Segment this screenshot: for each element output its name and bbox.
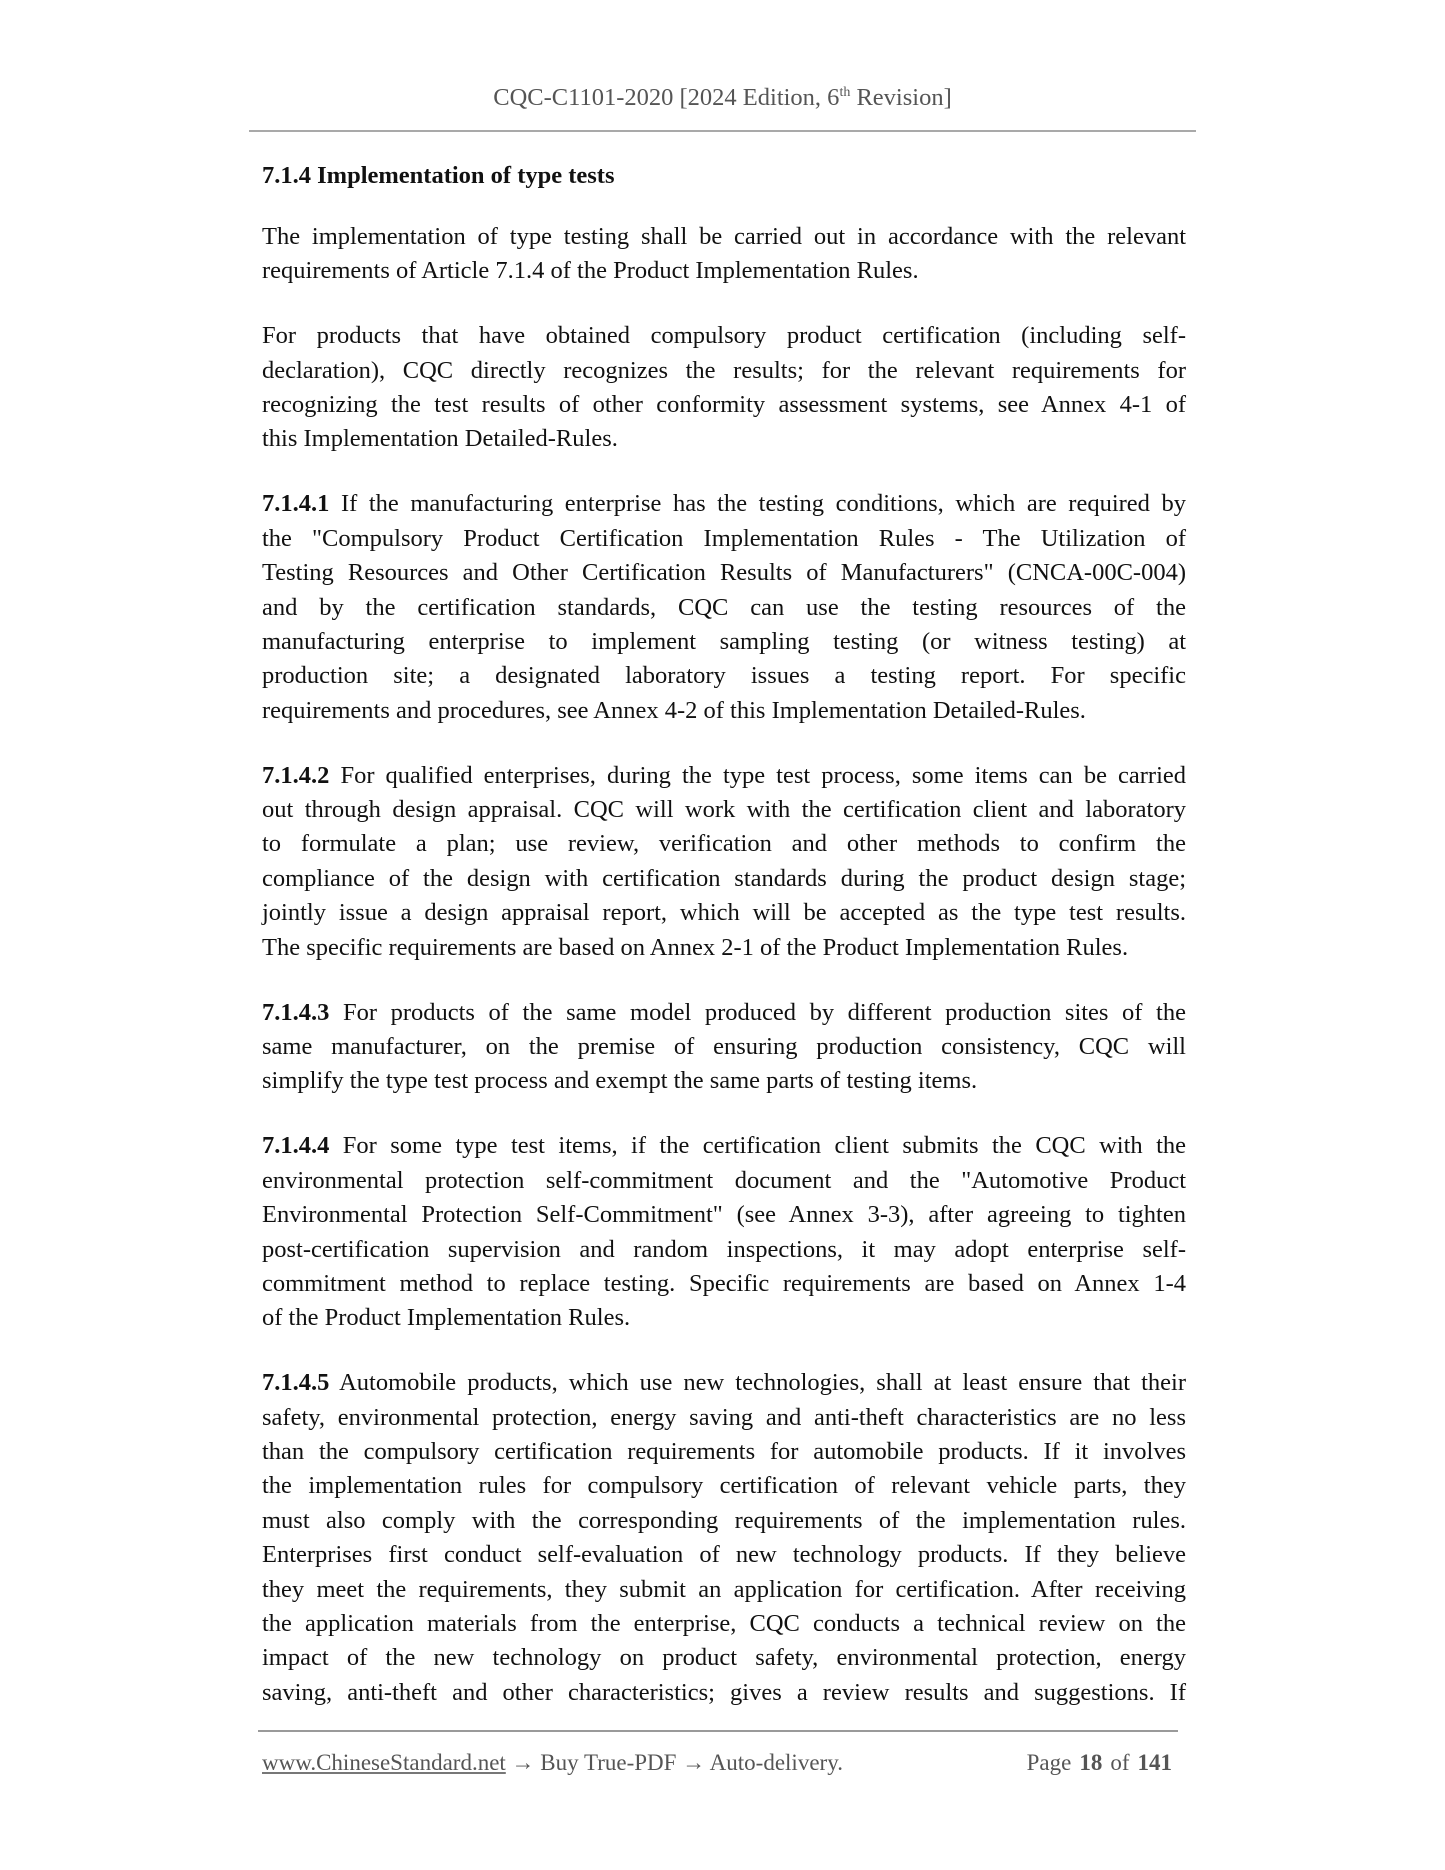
text-line [262, 220, 1186, 254]
clause-number: 7.1.4.4 [262, 1132, 330, 1160]
line-text: The specific requirements are based on Annex 2-1 of the Product Implementation Rules. [262, 933, 1129, 961]
line-text: post-certification supervision and random inspections, it may adopt enterprise self- [262, 1235, 1186, 1263]
line-text: For some type test items, if the certification client submits the CQC with the [342, 1132, 1187, 1160]
line-text: they meet the requirements, they submit an application for certification. After receiving [262, 1575, 1186, 1603]
clause-number: 7.1.4.3 [262, 998, 330, 1026]
line-text: the application materials from the enterprise, CQC conducts a technical review on the [262, 1610, 1186, 1638]
text-line [262, 694, 1186, 728]
line-text: than the compulsory certification requirements for automobile products. If it involves [262, 1438, 1186, 1466]
clause-7-1-4-1 [262, 487, 1186, 728]
footer-promo [262, 1748, 843, 1778]
header-divider [249, 130, 1196, 132]
text-line [262, 1504, 1186, 1538]
total-pages: 141 [1137, 1750, 1172, 1775]
line-text: and by the certification standards, CQC can use the testing resources of the [262, 593, 1186, 621]
line-text: Environmental Protection Self-Commitment" (see Annex 3-3), after agreeing to tighten [262, 1201, 1186, 1229]
line-text: environmental protection self-commitment document and the "Automotive Product [262, 1166, 1186, 1194]
clause-number: 7.1.4.5 [262, 1369, 330, 1397]
line-text: requirements of Article 7.1.4 of the Product Implementation Rules. [262, 257, 919, 285]
text-line [262, 1676, 1186, 1710]
text-line [262, 1401, 1186, 1435]
website-link[interactable]: www.ChineseStandard.net [262, 1750, 506, 1775]
text-line [262, 759, 1186, 793]
line-text: commitment method to replace testing. Specific requirements are based on Annex 1-4 [262, 1269, 1186, 1297]
text-line [262, 1538, 1186, 1572]
text-line [262, 1435, 1186, 1469]
text-line [262, 1366, 1186, 1400]
line-text: this Implementation Detailed-Rules. [262, 425, 618, 453]
document-body [262, 159, 1186, 1741]
text-line [262, 1267, 1186, 1301]
text-line [262, 522, 1186, 556]
text-line [262, 1198, 1186, 1232]
text-line [262, 1573, 1186, 1607]
buy-true-pdf-text: Buy True-PDF [540, 1750, 677, 1775]
paragraph [262, 220, 1186, 289]
text-line [262, 1030, 1186, 1064]
clause-7-1-4-3 [262, 996, 1186, 1099]
text-line [262, 996, 1186, 1030]
text-line [262, 659, 1186, 693]
text-line [262, 896, 1186, 930]
text-line [262, 1301, 1186, 1335]
page-label: Page [1026, 1750, 1072, 1775]
line-text: Enterprises first conduct self-evaluation of new technology products. If they believe [262, 1541, 1186, 1569]
line-text: manufacturing enterprise to implement sampling testing (or witness testing) at [262, 627, 1186, 655]
line-text: For qualified enterprises, during the type test process, some items can be carried [340, 761, 1187, 789]
line-text: If the manufacturing enterprise has the testing conditions, which are required by [340, 490, 1186, 518]
text-line [262, 1233, 1186, 1267]
text-line [262, 1469, 1186, 1503]
line-text: out through design appraisal. CQC will work with the certification client and laboratory [262, 796, 1186, 824]
current-page: 18 [1079, 1750, 1103, 1775]
line-text: declaration), CQC directly recognizes the results; for the relevant requirements for [262, 356, 1186, 384]
text-line [262, 591, 1186, 625]
text-line [262, 556, 1186, 590]
page-header [249, 83, 1196, 113]
text-line [262, 1064, 1186, 1098]
line-text: For products of the same model produced by different production sites of the [342, 998, 1186, 1026]
text-line [262, 1129, 1186, 1163]
line-text: to formulate a plan; use review, verification and other methods to confirm the [262, 830, 1186, 858]
text-line [262, 319, 1186, 353]
text-line [262, 625, 1186, 659]
superscript-th: th [839, 85, 851, 100]
clause-7-1-4-2 [262, 759, 1186, 965]
auto-delivery-text: Auto-delivery. [709, 1750, 843, 1775]
text-line [262, 422, 1186, 456]
line-text: Testing Resources and Other Certification Results of Manufacturers" (CNCA-00C-004) [262, 559, 1186, 587]
of-label: of [1110, 1750, 1130, 1775]
section-heading: 7.1.4 Implementation of type tests [262, 162, 615, 189]
text-line [262, 1164, 1186, 1198]
text-line [262, 254, 1186, 288]
text-line [262, 931, 1186, 965]
text-line [262, 1641, 1186, 1675]
text-line [262, 827, 1186, 861]
text-line [262, 388, 1186, 422]
text-line [262, 487, 1186, 521]
document-code: CQC-C1101-2020 [2024 Edition, 6 [493, 84, 840, 111]
page-number [1027, 1748, 1172, 1778]
line-text: the implementation rules for compulsory certification of relevant vehicle parts, they [262, 1472, 1186, 1500]
clause-7-1-4-4 [262, 1129, 1186, 1335]
line-text: impact of the new technology on product safety, environmental protection, energy [262, 1644, 1186, 1672]
arrow-right-icon: → [511, 1750, 535, 1775]
footer-divider [258, 1730, 1178, 1732]
line-text: must also comply with the corresponding requirements of the implementation rules. [262, 1506, 1186, 1534]
paragraph [262, 319, 1186, 457]
line-text: recognizing the test results of other conformity assessment systems, see Annex 4-1 of [262, 390, 1186, 418]
line-text: requirements and procedures, see Annex 4-2 of this Implementation Detailed-Rules. [262, 696, 1086, 724]
text-line [262, 1607, 1186, 1641]
line-text: saving, anti-theft and other characteristics; gives a review results and suggestions. If [262, 1678, 1186, 1706]
arrow-right-icon: → [682, 1750, 706, 1775]
line-text: Automobile products, which use new technologies, shall at least ensure that their [339, 1369, 1186, 1397]
line-text: The implementation of type testing shall be carried out in accordance with the relevant [262, 222, 1186, 250]
line-text: same manufacturer, on the premise of ensuring production consistency, CQC will [262, 1032, 1186, 1060]
clause-7-1-4-5 [262, 1366, 1186, 1710]
text-line [262, 793, 1186, 827]
line-text: safety, environmental protection, energy saving and anti-theft characteristics are no less [262, 1403, 1186, 1431]
line-text: For products that have obtained compulsory product certification (including self- [262, 322, 1186, 350]
paragraph-list [262, 220, 1186, 1710]
line-text: of the Product Implementation Rules. [262, 1304, 631, 1332]
line-text: simplify the type test process and exempt the same parts of testing items. [262, 1067, 978, 1095]
line-text: compliance of the design with certification standards during the product design stage; [262, 864, 1186, 892]
line-text: jointly issue a design appraisal report, which will be accepted as the type test results. [262, 899, 1186, 927]
clause-number: 7.1.4.2 [262, 761, 330, 789]
line-text: production site; a designated laboratory issues a testing report. For specific [262, 662, 1186, 690]
clause-number: 7.1.4.1 [262, 490, 330, 518]
text-line [262, 354, 1186, 388]
document-revision: Revision] [850, 84, 952, 111]
text-line [262, 862, 1186, 896]
line-text: the "Compulsory Product Certification Implementation Rules - The Utilization of [262, 524, 1186, 552]
